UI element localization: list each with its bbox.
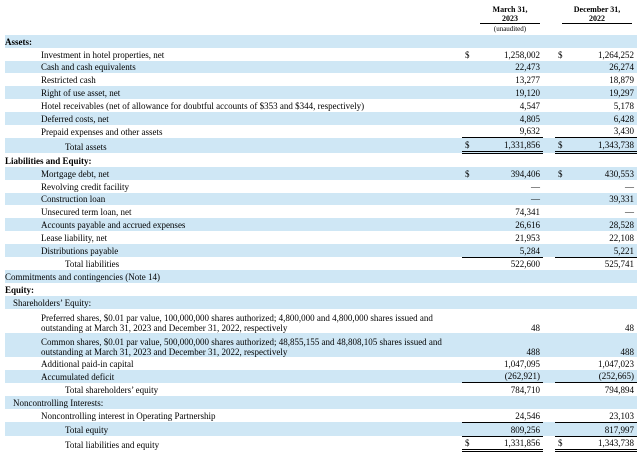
dollar-sign-march bbox=[462, 153, 474, 167]
table-row bbox=[5, 193, 637, 206]
column-gap bbox=[543, 86, 555, 99]
col-march-unaudited: (unaudited) bbox=[493, 25, 527, 33]
dollar-sign-march bbox=[462, 357, 474, 370]
column-gap bbox=[543, 231, 555, 244]
row-label: Unsecured term loan, net bbox=[41, 207, 132, 218]
value-march: 19,120 bbox=[474, 86, 543, 99]
col-december-line2: 2022 bbox=[589, 14, 605, 23]
table-row bbox=[5, 370, 637, 383]
col-december-line1: December 31, bbox=[573, 5, 621, 14]
row-label: Accounts payable and accrued expenses bbox=[5, 218, 462, 231]
column-gap bbox=[543, 270, 555, 283]
column-gap bbox=[543, 193, 555, 206]
row-label: Total liabilities and equity bbox=[65, 439, 160, 450]
value-december: 19,297 bbox=[567, 86, 637, 99]
column-header bbox=[0, 0, 640, 36]
row-label: Common shares, $0.01 par value, 500,000,000 shares authorized; 48,855,155 and 48,808,105 shares issued and outstanding at March 31, 2023 and December 31, 2022, respectively bbox=[5, 333, 462, 357]
dollar-sign-december bbox=[555, 396, 567, 409]
column-gap bbox=[543, 383, 555, 396]
table-row bbox=[5, 333, 637, 357]
column-gap bbox=[543, 396, 555, 409]
table-row bbox=[5, 270, 637, 283]
col-march-line1: March 31, bbox=[492, 5, 528, 14]
column-gap bbox=[543, 153, 555, 167]
dollar-sign-march bbox=[462, 218, 474, 231]
dollar-sign-december bbox=[555, 125, 567, 138]
dollar-sign-december bbox=[555, 73, 567, 86]
value-march: 488 bbox=[474, 333, 543, 357]
dollar-sign-december bbox=[555, 180, 567, 193]
column-gap bbox=[543, 205, 555, 218]
dollar-sign-december bbox=[555, 112, 567, 125]
column-gap bbox=[543, 296, 555, 309]
value-december bbox=[567, 396, 637, 409]
table-row bbox=[5, 283, 637, 296]
value-december: 1,343,738 bbox=[567, 138, 637, 153]
dollar-sign-december bbox=[555, 205, 567, 218]
table-row bbox=[5, 422, 637, 436]
value-december: (252,665) bbox=[567, 370, 637, 383]
value-march bbox=[474, 283, 543, 296]
value-march: 26,616 bbox=[474, 218, 543, 231]
col-december-header bbox=[562, 5, 632, 23]
row-label: Total liabilities bbox=[65, 259, 120, 270]
value-december: 430,553 bbox=[567, 167, 637, 180]
table-row bbox=[5, 153, 637, 167]
row-label: Deferred costs, net bbox=[5, 112, 462, 125]
dollar-sign-december bbox=[555, 296, 567, 309]
dollar-sign-december bbox=[555, 193, 567, 206]
dollar-sign-december bbox=[555, 422, 567, 436]
value-march: 1,047,095 bbox=[504, 358, 540, 369]
table-row bbox=[5, 125, 637, 138]
row-label: Total shareholders’ equity bbox=[65, 385, 159, 396]
table-row bbox=[5, 383, 637, 396]
value-march: — bbox=[474, 193, 543, 206]
value-march: 784,710 bbox=[474, 383, 543, 396]
dollar-sign-december: $ bbox=[555, 167, 567, 180]
row-label: Restricted cash bbox=[41, 75, 96, 86]
column-gap bbox=[543, 218, 555, 231]
column-gap bbox=[543, 436, 555, 451]
table-row bbox=[5, 138, 637, 153]
row-label: Total assets bbox=[5, 138, 462, 153]
value-march: 809,256 bbox=[474, 422, 543, 436]
table-row bbox=[5, 309, 637, 333]
dollar-sign-december bbox=[555, 309, 567, 333]
table-row bbox=[5, 244, 637, 257]
dollar-sign-december bbox=[555, 383, 567, 396]
dollar-sign-december bbox=[555, 270, 567, 283]
value-december: 18,879 bbox=[609, 75, 634, 86]
dollar-sign-march bbox=[462, 396, 474, 409]
value-december: 5,178 bbox=[613, 100, 634, 111]
dollar-sign-march bbox=[462, 409, 474, 422]
row-label: Right of use asset, net bbox=[5, 86, 462, 99]
dollar-sign-december: $ bbox=[555, 138, 567, 153]
dollar-sign-march bbox=[462, 73, 474, 86]
dollar-sign-december bbox=[555, 244, 567, 257]
value-december: 6,428 bbox=[567, 112, 637, 125]
dollar-sign-march bbox=[462, 309, 474, 333]
column-gap bbox=[543, 167, 555, 180]
value-december bbox=[567, 270, 637, 283]
dollar-sign-december bbox=[555, 35, 567, 48]
row-label: Mortgage debt, net bbox=[5, 167, 462, 180]
value-december: 3,430 bbox=[613, 126, 634, 137]
value-march: 21,953 bbox=[515, 232, 540, 243]
column-gap bbox=[543, 99, 555, 112]
table-row bbox=[5, 167, 637, 180]
value-march: 74,341 bbox=[515, 207, 540, 218]
value-december bbox=[567, 296, 637, 309]
dollar-sign-december: $ bbox=[555, 436, 567, 451]
row-label: Revolving credit facility bbox=[41, 181, 129, 192]
col-december-underline bbox=[562, 23, 632, 24]
dollar-sign-december bbox=[555, 333, 567, 357]
value-december: 23,103 bbox=[609, 410, 634, 421]
dollar-sign-march bbox=[462, 283, 474, 296]
col-march-underline bbox=[480, 23, 540, 24]
dollar-sign-december bbox=[555, 153, 567, 167]
value-december bbox=[567, 35, 637, 48]
row-label: Preferred shares, $0.01 par value, 100,000,000 shares authorized; 4,800,000 and 4,800,000 shares issued and outstanding at March 31, 2023 and December 31, 2022, respectively bbox=[41, 312, 433, 333]
dollar-sign-december bbox=[555, 257, 567, 270]
dollar-sign-march: $ bbox=[462, 167, 474, 180]
column-gap bbox=[543, 125, 555, 138]
table-row bbox=[5, 205, 637, 218]
table-row bbox=[5, 218, 637, 231]
column-gap bbox=[543, 333, 555, 357]
table-row bbox=[5, 409, 637, 422]
value-march: 1,331,856 bbox=[474, 138, 543, 153]
dollar-sign-march: $ bbox=[462, 138, 474, 153]
row-label: Cash and cash equivalents bbox=[5, 61, 462, 74]
value-march bbox=[474, 35, 543, 48]
value-december: — bbox=[625, 207, 634, 218]
dollar-sign-march bbox=[462, 99, 474, 112]
column-gap bbox=[543, 309, 555, 333]
table-row bbox=[5, 396, 637, 409]
row-label: Distributions payable bbox=[5, 244, 462, 257]
value-march: 522,600 bbox=[474, 257, 543, 270]
value-march bbox=[474, 270, 543, 283]
dollar-sign-march bbox=[462, 270, 474, 283]
value-march: — bbox=[531, 181, 540, 192]
column-gap bbox=[543, 48, 555, 61]
dollar-sign-march bbox=[462, 61, 474, 74]
table-row bbox=[5, 112, 637, 125]
value-march bbox=[474, 396, 543, 409]
value-march: 48 bbox=[531, 322, 540, 333]
table-row bbox=[5, 257, 637, 270]
dollar-sign-march bbox=[462, 180, 474, 193]
table-row bbox=[5, 86, 637, 99]
dollar-sign-march bbox=[462, 383, 474, 396]
dollar-sign-march bbox=[462, 205, 474, 218]
value-december: 488 bbox=[567, 333, 637, 357]
dollar-sign-march: $ bbox=[465, 49, 470, 60]
dollar-sign-december bbox=[555, 218, 567, 231]
value-december: — bbox=[625, 181, 634, 192]
dollar-sign-december bbox=[555, 99, 567, 112]
row-label: Liabilities and Equity: bbox=[5, 155, 92, 166]
column-gap bbox=[543, 370, 555, 383]
row-label: Total equity bbox=[5, 422, 462, 436]
dollar-sign-march bbox=[462, 370, 474, 383]
value-march: 4,805 bbox=[474, 112, 543, 125]
row-label: Accumulated deficit bbox=[5, 370, 462, 383]
row-label: Noncontrolling Interests: bbox=[5, 396, 462, 409]
row-label: Commitments and contingencies (Note 14) bbox=[5, 270, 462, 283]
value-december: 794,894 bbox=[567, 383, 637, 396]
column-gap bbox=[543, 244, 555, 257]
table-row bbox=[5, 61, 637, 74]
dollar-sign-december bbox=[555, 231, 567, 244]
row-label: Additional paid-in capital bbox=[41, 358, 134, 369]
table-row bbox=[5, 180, 637, 193]
row-label: Noncontrolling interest in Operating Partnership bbox=[41, 411, 216, 422]
value-december: 817,997 bbox=[567, 422, 637, 436]
value-march: 1,331,856 bbox=[474, 436, 543, 451]
row-label: Hotel receivables (net of allowance for doubtful accounts of $353 and $344, respectively) bbox=[41, 100, 365, 111]
value-march: 1,258,002 bbox=[504, 49, 540, 60]
table-row bbox=[5, 99, 637, 112]
value-march: 24,546 bbox=[515, 410, 540, 421]
dollar-sign-december bbox=[555, 86, 567, 99]
table-row bbox=[5, 296, 637, 309]
value-march: 22,473 bbox=[474, 61, 543, 74]
dollar-sign-december bbox=[555, 61, 567, 74]
column-gap bbox=[543, 138, 555, 153]
col-march-line2: 2023 bbox=[502, 14, 518, 23]
column-gap bbox=[543, 409, 555, 422]
value-december: 5,221 bbox=[567, 244, 637, 257]
value-december: 22,108 bbox=[609, 232, 634, 243]
column-gap bbox=[543, 257, 555, 270]
column-gap bbox=[543, 180, 555, 193]
dollar-sign-march bbox=[462, 244, 474, 257]
balance-table bbox=[5, 35, 637, 452]
value-march: (262,921) bbox=[474, 370, 543, 383]
dollar-sign-march: $ bbox=[462, 436, 474, 451]
column-gap bbox=[543, 61, 555, 74]
col-march-header bbox=[480, 5, 540, 23]
value-march bbox=[474, 153, 543, 167]
value-march bbox=[474, 296, 543, 309]
row-label: Equity: bbox=[5, 284, 35, 295]
dollar-sign-march bbox=[462, 193, 474, 206]
dollar-sign-march bbox=[462, 125, 474, 138]
value-december: 1,343,738 bbox=[567, 436, 637, 451]
value-march: 5,284 bbox=[474, 244, 543, 257]
table-row bbox=[5, 73, 637, 86]
dollar-sign-december bbox=[555, 283, 567, 296]
value-december: 26,274 bbox=[567, 61, 637, 74]
value-december: 28,528 bbox=[567, 218, 637, 231]
dollar-sign-december: $ bbox=[558, 49, 563, 60]
dollar-sign-december bbox=[555, 357, 567, 370]
value-march: 394,406 bbox=[474, 167, 543, 180]
dollar-sign-march bbox=[462, 112, 474, 125]
dollar-sign-december bbox=[555, 409, 567, 422]
table-row bbox=[5, 436, 637, 451]
table-row bbox=[5, 48, 637, 61]
value-december: 1,047,023 bbox=[598, 358, 634, 369]
dollar-sign-march bbox=[462, 35, 474, 48]
value-december: 48 bbox=[625, 322, 634, 333]
column-gap bbox=[543, 357, 555, 370]
table-row bbox=[5, 231, 637, 244]
row-label: Construction loan bbox=[5, 193, 462, 206]
dollar-sign-march bbox=[462, 257, 474, 270]
value-december: 39,331 bbox=[567, 193, 637, 206]
row-label: Assets: bbox=[5, 35, 462, 48]
column-gap bbox=[543, 35, 555, 48]
column-gap bbox=[543, 283, 555, 296]
column-gap bbox=[543, 112, 555, 125]
column-gap bbox=[543, 422, 555, 436]
value-march: 13,277 bbox=[515, 75, 540, 86]
dollar-sign-december bbox=[555, 370, 567, 383]
column-gap bbox=[543, 73, 555, 86]
value-december: 525,741 bbox=[567, 257, 637, 270]
value-december bbox=[567, 283, 637, 296]
dollar-sign-march bbox=[462, 422, 474, 436]
table-row bbox=[5, 357, 637, 370]
value-march: 4,547 bbox=[519, 100, 540, 111]
row-label: Shareholders’ Equity: bbox=[5, 296, 462, 309]
dollar-sign-march bbox=[462, 231, 474, 244]
value-march: 9,632 bbox=[519, 126, 540, 137]
row-label: Investment in hotel properties, net bbox=[41, 49, 165, 60]
row-label: Prepaid expenses and other assets bbox=[41, 126, 163, 137]
dollar-sign-march bbox=[462, 86, 474, 99]
dollar-sign-march bbox=[462, 333, 474, 357]
value-december: 1,264,252 bbox=[598, 49, 634, 60]
row-label: Lease liability, net bbox=[41, 232, 108, 243]
dollar-sign-march bbox=[462, 296, 474, 309]
table-row bbox=[5, 35, 637, 48]
value-december bbox=[567, 153, 637, 167]
